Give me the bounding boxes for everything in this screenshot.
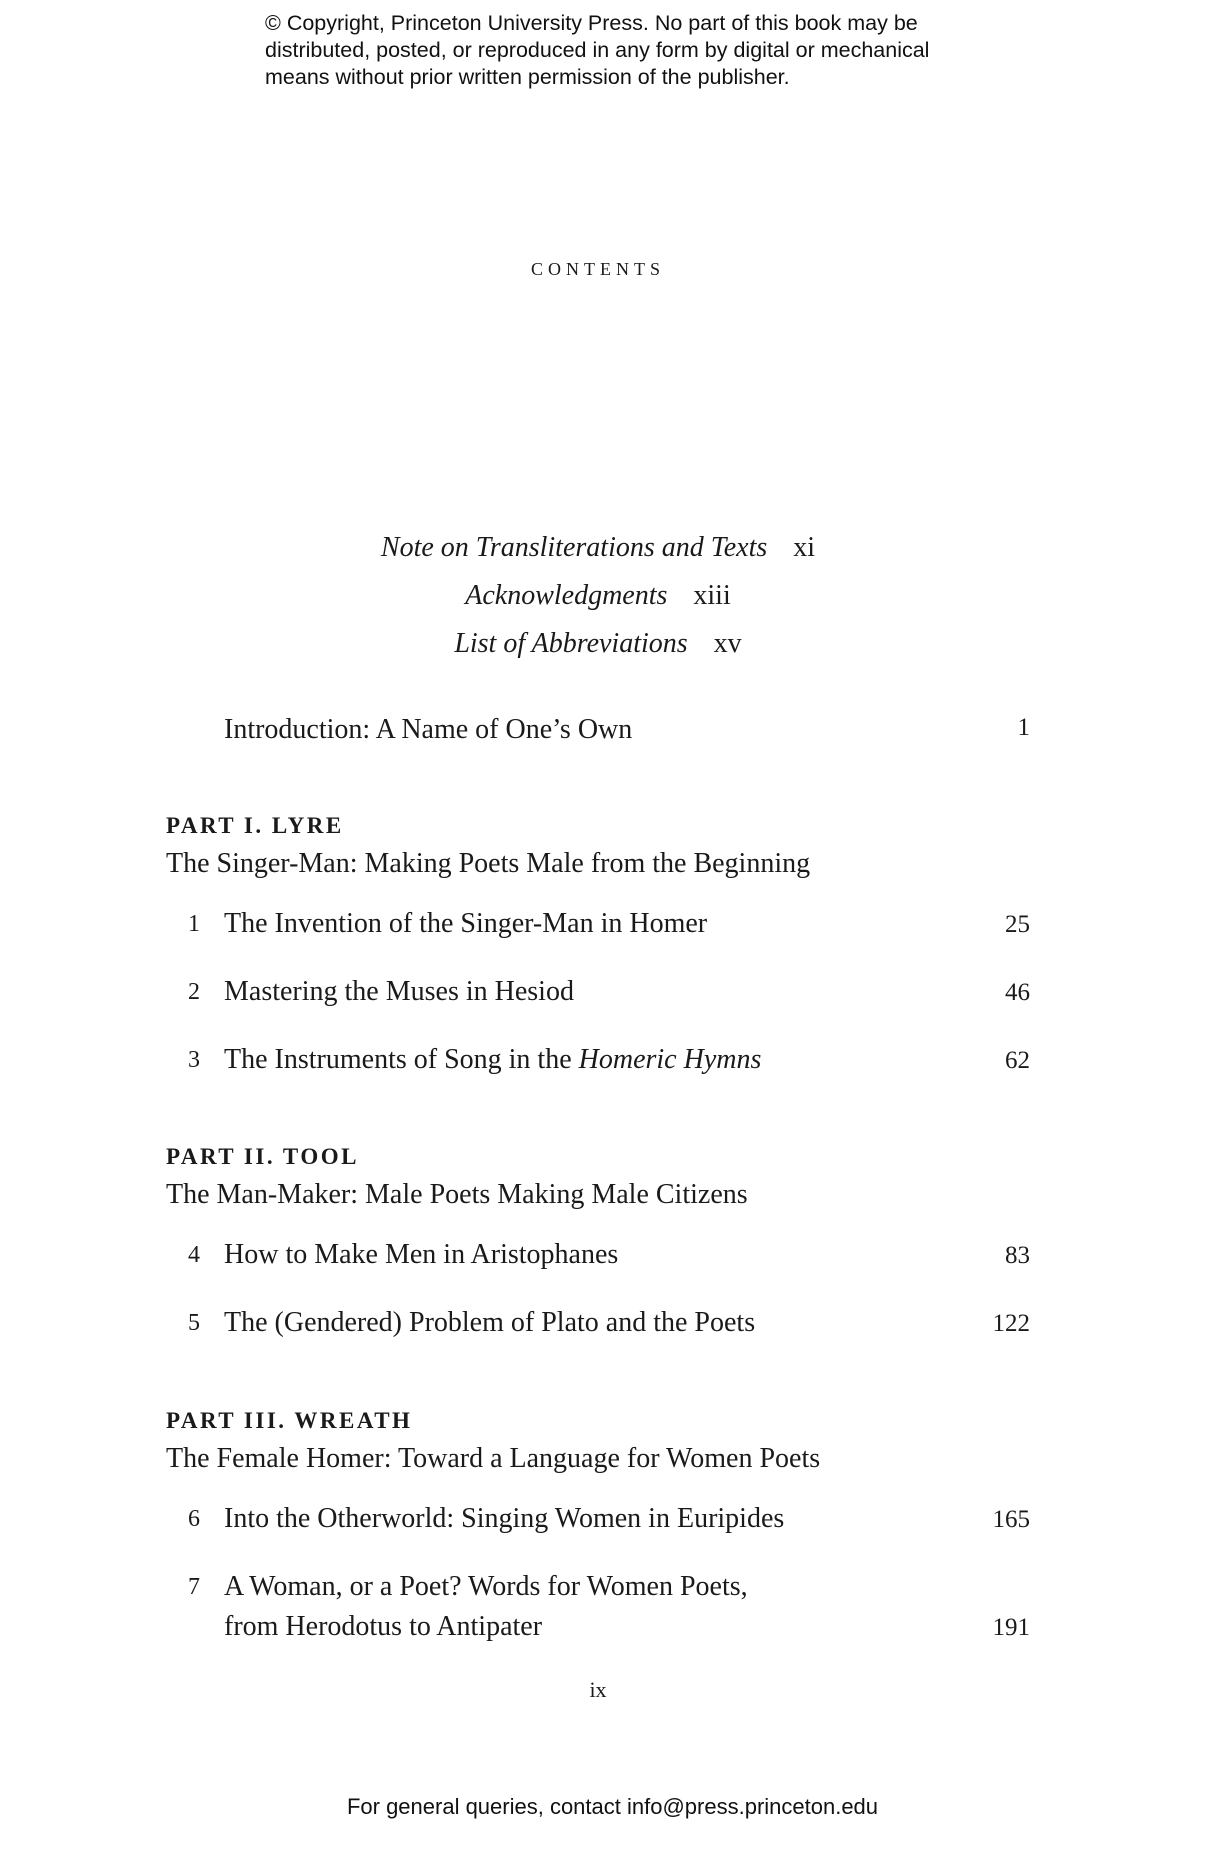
page-number: ix [589, 1677, 607, 1702]
toc-front-title: Acknowledgments [465, 580, 668, 611]
chapter-number: 3 [188, 1047, 200, 1073]
toc-entry[interactable] [0, 1044, 1225, 1084]
toc-entry-title: Mastering the Muses in Hesiod [224, 976, 574, 1007]
toc-entry-title: How to Make Men in Aristophanes [224, 1239, 619, 1270]
toc-page-number: xiii [693, 580, 731, 611]
part-subtitle: The Singer-Man: Making Poets Male from the Beginning [166, 848, 811, 879]
toc-entry-title: Into the Otherworld: Singing Women in Euripides [224, 1503, 785, 1534]
copyright-notice [265, 10, 1025, 91]
toc-page-number: 62 [1005, 1047, 1030, 1074]
part-label: PART III. WREATH [166, 1408, 413, 1433]
copyright-line: distributed, posted, or reproduced in any form by digital or mechanical [265, 38, 930, 62]
chapter-number: 6 [188, 1506, 200, 1532]
toc-page-number: 122 [992, 1310, 1030, 1337]
chapter-number: 1 [188, 911, 200, 937]
toc-page-number: xv [713, 628, 742, 659]
toc-entry[interactable] [0, 976, 1225, 1016]
toc-page-number: 83 [1005, 1242, 1030, 1269]
toc-entry-title-line: from Herodotus to Antipater [224, 1611, 543, 1642]
toc-entry-title: Introduction: A Name of One’s Own [224, 714, 633, 745]
copyright-line: © Copyright, Princeton University Press. No part of this book may be [265, 11, 918, 35]
toc-page-number: 1 [1017, 714, 1030, 741]
toc-page-number: xi [793, 532, 816, 563]
toc-entry-title [224, 1044, 761, 1076]
footer-contact: For general queries, contact info@press.princeton.edu [346, 1794, 879, 1819]
toc-entry[interactable] [0, 1239, 1225, 1279]
toc-entry-title: The Invention of the Singer-Man in Homer [224, 908, 708, 939]
chapter-number: 5 [188, 1310, 200, 1336]
toc-page-number: 165 [992, 1506, 1030, 1533]
toc-front-item[interactable] [0, 580, 1196, 612]
chapter-number: 2 [188, 979, 200, 1005]
toc-entry[interactable] [0, 908, 1225, 948]
part-label: PART I. LYRE [166, 813, 344, 838]
part-subtitle: The Female Homer: Toward a Language for Women Poets [166, 1443, 821, 1474]
toc-page-number: 191 [992, 1614, 1030, 1641]
toc-front-title: List of Abbreviations [454, 628, 688, 659]
toc-page-number: 46 [1005, 979, 1030, 1006]
toc-entry-title-text: The Instruments of Song in the [224, 1044, 579, 1075]
toc-entry[interactable] [0, 1307, 1225, 1347]
toc-entry-title-italic: Homeric Hymns [578, 1044, 762, 1075]
toc-entry-title-line: A Woman, or a Poet? Words for Women Poets, [224, 1571, 748, 1602]
toc-page-number: 25 [1005, 911, 1030, 938]
toc-front-item[interactable] [0, 628, 1196, 660]
copyright-line: means without prior written permission of the publisher. [265, 65, 790, 89]
toc-entry-title: The (Gendered) Problem of Plato and the Poets [224, 1307, 756, 1338]
toc-entry[interactable] [0, 1503, 1225, 1543]
page-title: contents [531, 252, 665, 281]
toc-front-item[interactable] [0, 532, 1196, 564]
toc-entry[interactable] [0, 1571, 1225, 1651]
part-label: PART II. TOOL [166, 1144, 359, 1169]
chapter-number: 4 [188, 1242, 200, 1268]
toc-entry-introduction[interactable] [0, 714, 1225, 754]
toc-front-title: Note on Transliterations and Texts [380, 532, 768, 563]
part-subtitle: The Man-Maker: Male Poets Making Male Citizens [166, 1179, 748, 1210]
chapter-number: 7 [188, 1574, 200, 1600]
